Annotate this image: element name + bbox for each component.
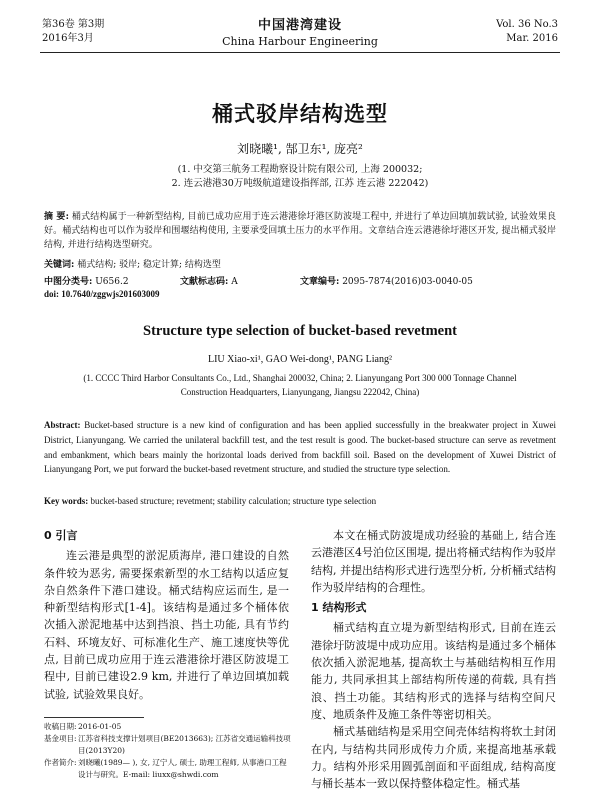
footnote-divider — [44, 717, 144, 718]
journal-name-en: China Harbour Engineering — [222, 35, 378, 48]
journal-name-cn: 中国港湾建设 — [257, 18, 342, 33]
authors-en: LIU Xiao-xi¹, GAO Wei-dong¹, PANG Liang² — [207, 354, 392, 365]
volume-issue-cn: 第36卷 第3期 — [42, 19, 105, 30]
body-right-column — [311, 527, 556, 792]
classification-row — [44, 274, 129, 287]
affiliations-en: (1. CCCC Third Harbor Consultants Co., Ltd., Shanghai 200032, China; 2. Lianyungang Port 300 000 Tonnage Channel Construction Headquarters, Lianyungang, Jiangsu 222042, China) — [83, 373, 517, 397]
doc-label: 文献标志码: — [180, 277, 229, 287]
footnote-funding-label: 基金项目: — [44, 734, 77, 743]
intro-continued: 本文在桶式防波堤成功经验的基础上, 结合连云港港区4号泊位区围堤, 提出将桶式结构作为驳岸结构, 并提出结构形式进行选型分析, 分析桶式结构作为驳岸结构的合理性。 — [311, 529, 556, 594]
keywords-cn-label: 关键词: — [44, 260, 75, 270]
footnote-received — [44, 721, 294, 733]
doc-code — [180, 274, 238, 287]
section-1-para-2: 桶式基础结构是采用空间壳体结构将软土封闭在内, 与结构共同形成传力介质, 来提高地基承载力。结构外形采用圆弧剖面和平面组成, 结构高度与桶长基本一致以保持整体稳定性。桶式基 — [311, 725, 556, 791]
footnote-author — [44, 757, 294, 781]
footnote-author-label: 作者简介: — [44, 758, 77, 767]
authors-cn: 刘晓曦¹, 郜卫东¹, 庞亮² — [237, 142, 363, 156]
art-label: 文章编号: — [300, 277, 340, 287]
paper-title-en: Structure type selection of bucket-based revetment — [143, 323, 457, 339]
doi: doi: 10.7640/zggwjs201603009 — [44, 289, 160, 299]
article-number — [300, 274, 473, 287]
header-divider — [40, 52, 560, 53]
affiliation-1-cn: (1. 中交第三航务工程勘察设计院有限公司, 上海 200032; — [177, 164, 423, 175]
doc-value: A — [231, 277, 238, 287]
footnotes — [44, 721, 294, 781]
abstract-cn-label: 摘 要: — [44, 212, 69, 222]
section-1-para-1: 桶式结构直立堤为新型结构形式, 目前在连云港徐圩防波堤中成功应用。该结构是通过多个桶体依次插入淤泥地基, 提高软土与基础结构相互作用能力, 共同承担其上部结构所传递的荷载, 具有挡浪、挡土功能。其结构形式的选择与结构空间尺度、地质条件及施工条件等密切相关。 — [311, 621, 556, 721]
section-1-heading: 1 结构形式 — [311, 601, 367, 615]
header-right — [496, 18, 558, 46]
date-cn: 2016年3月 — [42, 33, 94, 44]
keywords-en — [44, 496, 556, 506]
clc-label: 中图分类号: — [44, 277, 93, 287]
abstract-en — [44, 418, 556, 477]
body-left-column — [44, 527, 289, 703]
keywords-en-label: Key words: — [44, 496, 89, 506]
footnote-author-text: 刘晓曦(1989— ), 女, 辽宁人, 硕士, 助理工程师, 从事港口工程设计与研究。E-mail: liuxx@shwdi.com — [78, 758, 287, 779]
abstract-cn-text: 桶式结构属于一种新型结构, 目前已成功应用于连云港港徐圩港区防波堤工程中, 并进行了单边回填加载试验, 试验效果良好。桶式结构也可以作为驳岸和围堰结构使用, 主要承受回填土压力的水平作用。文章结合连云港港徐圩港区开发, 提出桶式驳岸结构, 并进行结构选型研究。 — [44, 212, 556, 250]
paper-title-cn: 桶式驳岸结构选型 — [212, 101, 388, 126]
footnote-funding — [44, 733, 294, 757]
keywords-en-text: bucket-based structure; revetment; stability calculation; structure type selection — [90, 496, 377, 506]
affiliations-cn — [0, 163, 600, 191]
footnote-received-label: 收稿日期: — [44, 722, 77, 731]
abstract-en-label: Abstract: — [44, 420, 81, 430]
keywords-cn — [44, 258, 556, 272]
keywords-cn-text: 桶式结构; 驳岸; 稳定计算; 结构选型 — [77, 260, 221, 270]
footnote-funding-text: 江苏省科技支撑计划项目(BE2013663); 江苏省交通运输科技项目(2013Y20) — [78, 734, 291, 755]
affiliation-2-cn: 2. 连云港港30万吨级航道建设指挥部, 江苏 连云港 222042) — [171, 178, 429, 189]
clc-value: U656.2 — [95, 277, 129, 287]
section-0-heading: 0 引言 — [44, 529, 78, 542]
date-en: Mar. 2016 — [506, 33, 558, 44]
section-0-text: 连云港是典型的淤泥质海岸, 港口建设的自然条件较为恶劣, 需要探索新型的水工结构以适应复杂自然条件下港口建设。桶式结构应运而生, 是一种新型结构形式[1-4]。该结构是通过多个桶体依次插入淤泥地基中达到挡浪、挡土功能, 具有节约石料、环境友好、可标准化生产、施工速度快等优点, 目前已成功应用于连云港港徐圩港区防波堤工程中, 目前已建设2.9 km, 并进行了单边回填加载试验, 试验效果良好。 — [44, 549, 289, 701]
volume-issue-en: Vol. 36 No.3 — [496, 19, 558, 30]
abstract-cn — [44, 210, 556, 252]
abstract-en-text: Bucket-based structure is a new kind of configuration and has been applied successfully in the breakwater project in Xuwei District, Lianyungang. We carried the unilateral backfill test, and the test result is good. The bucket-based structure can serve as revetment and embankment, which bears mainly the horizontal loads derived from backfill soil. Based on the development of Xuwei District of Lianyungang Port, we put forward the bucket-based revetment structure, and studied the structure type selection. — [44, 420, 557, 475]
footnote-received-text: 2016-01-05 — [78, 722, 122, 731]
art-value: 2095-7874(2016)03-0040-05 — [342, 277, 473, 287]
